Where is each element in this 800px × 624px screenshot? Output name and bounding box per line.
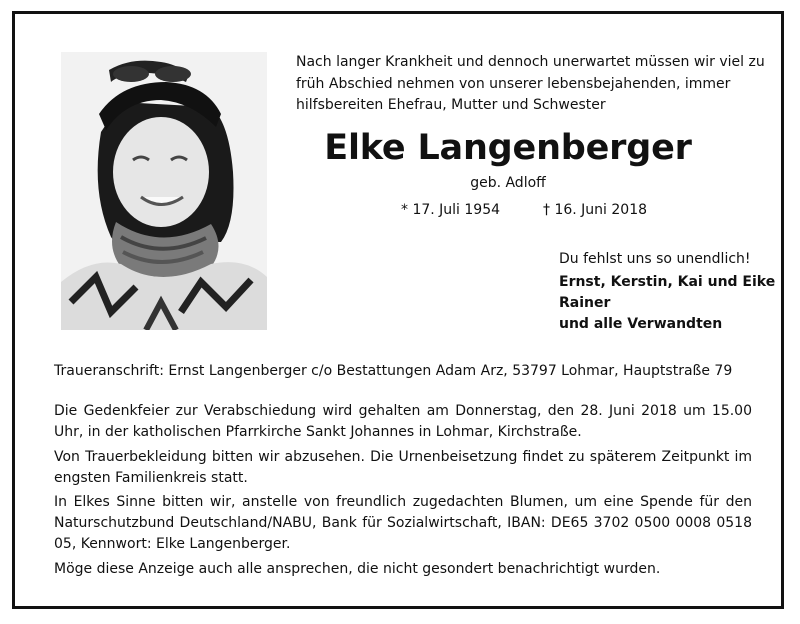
closing-paragraph: Möge diese Anzeige auch alle ansprechen, die nicht gesondert benachrichtigt wurden. (54, 561, 661, 577)
maiden-name: geb. Adloff (470, 175, 546, 191)
intro-text: Nach langer Krankheit und dennoch unerwartet müssen wir viel zu früh Abschied nehmen von unserer lebensbejahenden, immer hilfsbereiten Ehefrau, Mutter und Schwester (296, 54, 765, 113)
mourning-dress-paragraph: Von Trauerbekleidung bitten wir abzusehen. Die Urnenbeisetzung findet zu späterem Zeitpunkt im engsten Familienkreis statt. (54, 449, 752, 486)
signers-list (559, 272, 775, 335)
obituary-frame (12, 11, 784, 609)
signer-line: Ernst, Kerstin, Kai und Eike (559, 274, 776, 290)
memorial-service-paragraph: Die Gedenkfeier zur Verabschiedung wird gehalten am Donnerstag, den 28. Juni 2018 um 15.00 Uhr, in der katholischen Pfarrkirche Sankt Johannes in Lohmar, Kirchstraße. (54, 403, 752, 440)
deceased-name: Elke Langenberger (324, 128, 692, 168)
signer-line: und alle Verwandten (559, 316, 723, 332)
farewell-line: Du fehlst uns so unendlich! (559, 251, 751, 267)
portrait-photo (61, 52, 267, 330)
signer-line: Rainer (559, 295, 611, 311)
donation-paragraph: In Elkes Sinne bitten wir, anstelle von freundlich zugedachten Blumen, um eine Spende für den Naturschutzbund Deutschland/NABU, Bank für Sozialwirtschaft, IBAN: DE65 3702 0500 0008 0518 05, Kennwort: Elke Langenberger. (54, 494, 752, 552)
death-date: † 16. Juni 2018 (543, 202, 648, 218)
mourning-address: Traueranschrift: Ernst Langenberger c/o Bestattungen Adam Arz, 53797 Lohmar, Hauptstraße 79 (54, 363, 733, 379)
birth-date: * 17. Juli 1954 (401, 202, 501, 218)
